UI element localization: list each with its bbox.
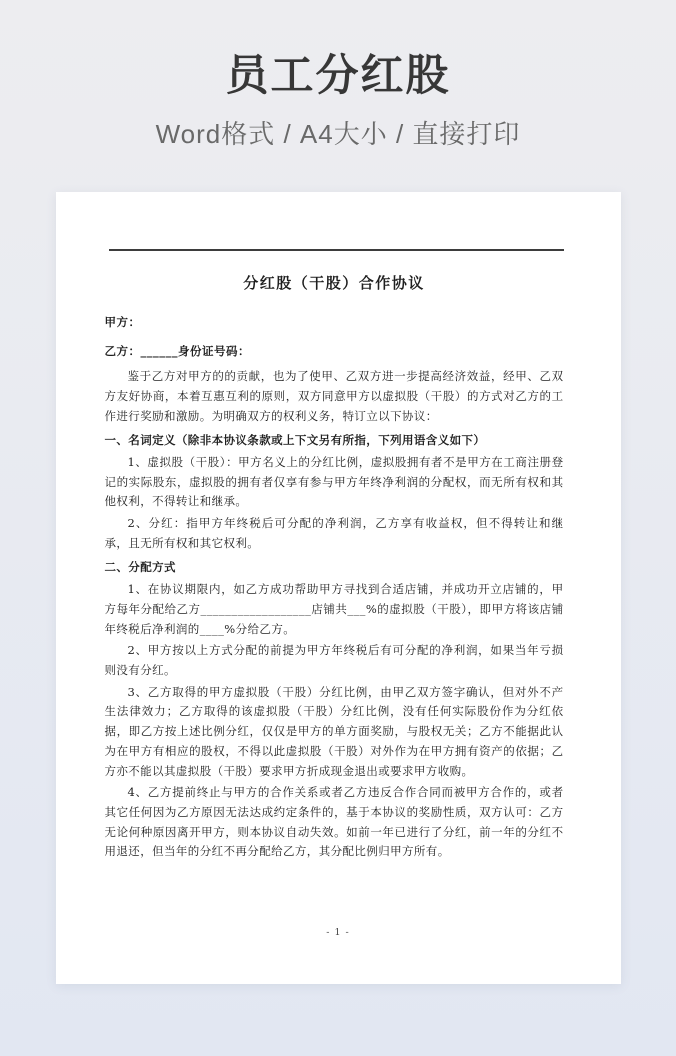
party-b-line: 乙方：______身份证号码： (104, 344, 250, 359)
document-page-preview (56, 192, 621, 984)
document-paragraph-preamble: 鉴于乙方对甲方的的贡献，也为了使甲、乙双方进一步提高经济效益，经甲、乙双方友好协商，本着互惠互利的原则，双方同意甲方以虚拟股（干股）的方式对乙方的工作进行奖励和激励。为明确双方的权利义务，特订立以下协议： (104, 369, 564, 423)
document-paragraph-clause-2-4: 4、乙方提前终止与甲方的合作关系或者乙方违反合作合同而被甲方合作的，或者其它任何因为乙方原因无法达成约定条件的，基于本协议的奖励性质，双方认可：乙方无论何种原因离开甲方，则本协议自动失效。如前一年已进行了分红，前一年的分红不用退还，但当年的分红不再分配给乙方，其分配比例归甲方所有。 (104, 785, 564, 859)
document-header-rule (109, 249, 564, 251)
document-paragraph-clause-2-3: 3、乙方取得的甲方虚拟股（干股）分红比例，由甲乙双方签字确认，但对外不产生法律效力；乙方取得的该虚拟股（干股）分红比例，没有任何实际股份作为分红依据，即乙方按上述比例分红，仅仅是甲方的单方面奖励，与股权无关；乙方不能据此认为在甲方有相应的股权，不得以此虚拟股（干股）对外作为在甲方拥有资产的依据；乙方亦不能以其虚拟股（干股）要求甲方折成现金退出或要求甲方收购。 (104, 684, 564, 778)
document-heading-distribution: 二、分配方式 (104, 560, 176, 575)
document-paragraph-clause-1-1: 1、虚拟股（干股）：甲方名义上的分红比例，虚拟股拥有者不是甲方在工商注册登记的实际股东，虚拟股的拥有者仅享有参与甲方年终净利润的分配权，而无所有权和其他权利，不得转让和继承。 (104, 454, 564, 509)
document-paragraph-clause-1-2: 2、分红：指甲方年终税后可分配的净利润，乙方享有收益权，但不得转让和继承，且无所有权和其它权利。 (104, 516, 564, 550)
document-paragraph-clause-2-1: 1、在协议期限内，如乙方成功帮助甲方寻找到合适店铺，并成功开立店铺的，甲方每年分配给乙方__________________店铺共___%的虚拟股（干股），即甲方将该店铺年终税后净利润的____%分给乙方。 (104, 582, 564, 636)
hero-header (0, 0, 676, 151)
page-title: 员工分红股 (225, 52, 451, 100)
document-paragraph-clause-2-2: 2、甲方按以上方式分配的前提为甲方年终税后有可分配的净利润，如果当年亏损则没有分红。 (104, 643, 564, 677)
page-subtitle: Word格式 / A4大小 / 直接打印 (155, 119, 521, 150)
document-title: 分红股（干股）合作协议 (243, 274, 425, 293)
document-heading-definitions: 一、名词定义（除非本协议条款或上下文另有所指，下列用语含义如下） (104, 433, 486, 448)
page-number: - 1 - (326, 927, 350, 939)
party-a-line: 甲方： (104, 315, 141, 330)
